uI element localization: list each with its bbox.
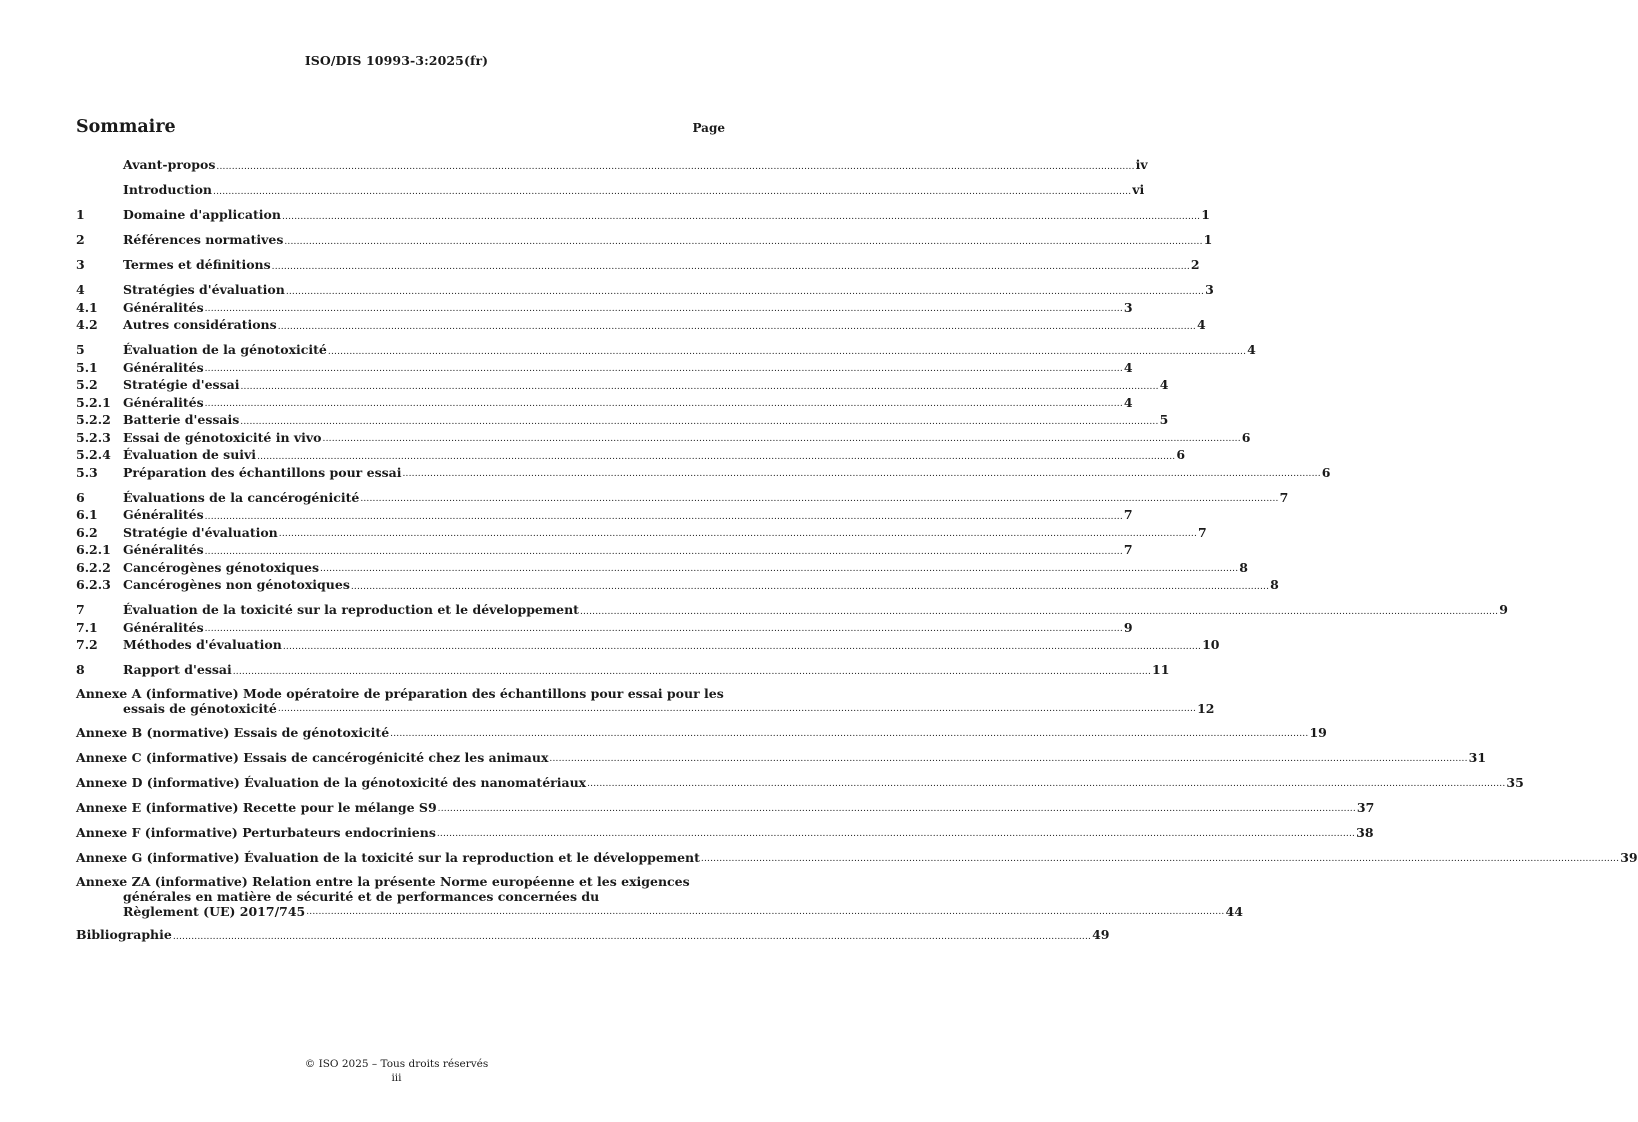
toc-entry-page: 31	[1468, 749, 1487, 765]
toc-entry-label: Généralités	[123, 394, 204, 410]
toc-entry-label: Évaluation de la toxicité sur la reproduction et le développement	[123, 602, 579, 617]
toc-entry-label: Annexe F (informative) Perturbateurs endocriniens	[76, 824, 436, 840]
toc-entry[interactable]	[76, 181, 1145, 199]
toc-entry-page: 4	[1123, 359, 1133, 375]
toc-entry-page: 3	[1205, 282, 1214, 297]
toc-entry-page: 6	[1321, 464, 1331, 480]
toc-main-entries	[76, 156, 1508, 679]
leader-dots: ............................................................................................................................................................................................................................................................................................................	[240, 416, 1159, 427]
page-number: iii	[391, 1072, 402, 1084]
toc-entry-page: 12	[1197, 701, 1215, 716]
toc-entry-number: 2	[76, 232, 85, 247]
toc-entry-annex[interactable]	[76, 799, 1375, 817]
toc-entry-number: 5.2.2	[76, 412, 111, 427]
toc-entry-label: Bibliographie	[76, 927, 172, 942]
leader-dots: ............................................................................................................................................................................................................................................................................................................	[320, 564, 1239, 574]
leader-dots: ............................................................................................................................................................................................................................................................................................................	[204, 364, 1123, 374]
toc-entry-page: 6	[1241, 429, 1251, 445]
page-footer	[0, 1057, 793, 1085]
toc-entry-label: Généralités	[123, 359, 204, 375]
toc-entry-label: Méthodes d'évaluation	[123, 637, 282, 652]
leader-dots: ............................................................................................................................................................................................................................................................................................................	[284, 236, 1203, 247]
toc-entry-number: 4.1	[76, 299, 98, 315]
toc-entry-page: 5	[1159, 412, 1169, 427]
toc-entry-label: Introduction	[123, 182, 213, 197]
toc-entry-label: Annexe D (informative) Évaluation de la génotoxicité des nanomatériaux	[76, 774, 587, 790]
toc-entry-label: essais de génotoxicité	[123, 701, 277, 716]
page-column-label: Page	[692, 121, 725, 135]
leader-dots: ............................................................................................................................................................................................................................................................................................................	[277, 321, 1196, 332]
toc-entry-label: Évaluation de suivi	[123, 447, 257, 462]
toc-entry-annex-za[interactable]	[76, 873, 1243, 919]
toc-entry-label: Annexe E (informative) Recette pour le mélange S9	[76, 799, 437, 815]
leader-dots: ............................................................................................................................................................................................................................................................................................................	[436, 829, 1356, 839]
toc-entry-label: Références normatives	[123, 232, 284, 247]
leader-dots: ............................................................................................................................................................................................................................................................................................................	[172, 931, 1092, 942]
leader-dots: ............................................................................................................................................................................................................................................................................................................	[285, 286, 1205, 297]
toc-entry-label: Généralités	[123, 542, 204, 557]
leader-dots: ............................................................................................................................................................................................................................................................................................................	[437, 804, 1356, 814]
toc-entry-number: 7.2	[76, 637, 98, 652]
toc-entry[interactable]	[76, 559, 1248, 577]
copyright-notice: © ISO 2025 – Tous droits réservés	[304, 1058, 489, 1070]
leader-dots: ............................................................................................................................................................................................................................................................................................................	[281, 211, 1201, 222]
toc-entry[interactable]	[76, 541, 1133, 559]
leader-dots: ............................................................................................................................................................................................................................................................................................................	[549, 754, 1468, 764]
toc-entry[interactable]	[76, 156, 1148, 174]
toc-entry-number: 6.2.3	[76, 577, 111, 592]
leader-dots: ............................................................................................................................................................................................................................................................................................................	[213, 186, 1132, 197]
leader-dots: ............................................................................................................................................................................................................................................................................................................	[278, 529, 1198, 539]
leader-dots: ............................................................................................................................................................................................................................................................................................................	[204, 304, 1123, 314]
toc-entry-label: Domaine d'application	[123, 207, 281, 222]
toc-entry-number: 5.2.3	[76, 429, 111, 445]
toc-entry-page: 39	[1620, 849, 1638, 865]
toc-entry-page: 9	[1123, 619, 1133, 635]
leader-dots: ............................................................................................................................................................................................................................................................................................................	[350, 581, 1270, 592]
leader-dots: ............................................................................................................................................................................................................................................................................................................	[257, 451, 1176, 462]
toc-entry[interactable]	[76, 256, 1200, 274]
toc-entry-page: 1	[1203, 232, 1213, 247]
toc-entry[interactable]	[76, 576, 1279, 594]
leader-dots: ............................................................................................................................................................................................................................................................................................................	[277, 704, 1197, 714]
toc-entry-label: Évaluation de la génotoxicité	[123, 342, 327, 357]
toc-entry-label: Annexe G (informative) Évaluation de la toxicité sur la reproduction et le développement	[76, 849, 700, 865]
toc-entry-number: 1	[76, 207, 85, 222]
toc-entry-page: 8	[1270, 577, 1279, 592]
toc-entry-label: Généralités	[123, 507, 204, 522]
toc-entry-page: 3	[1123, 299, 1133, 315]
toc-entry-page: 4	[1196, 317, 1206, 332]
toc-entry-page: 38	[1356, 824, 1374, 840]
toc-entry-label: Stratégies d'évaluation	[123, 282, 285, 297]
toc-entry-page: 7	[1123, 507, 1133, 522]
toc-entry-label: Stratégie d'évaluation	[123, 524, 278, 540]
toc-entry-page: 7	[1123, 542, 1133, 557]
toc-entry-number: 5.1	[76, 359, 98, 375]
toc-entry[interactable]	[76, 231, 1213, 249]
toc-entry-page: 19	[1309, 724, 1327, 740]
toc-entry-label: Stratégie d'essai	[123, 377, 240, 392]
toc-entry-number: 6.2	[76, 524, 98, 540]
toc-entry-bibliography[interactable]	[76, 926, 1110, 944]
toc-entry-page: 6	[1176, 447, 1186, 462]
toc-entry-number: 5.3	[76, 464, 98, 480]
toc-entry-label: Annexe B (normative) Essais de génotoxicité	[76, 724, 390, 740]
leader-dots: ............................................................................................................................................................................................................................................................................................................	[587, 779, 1506, 789]
toc-entry-annex[interactable]	[76, 724, 1327, 742]
toc-entry-number: 5	[76, 342, 85, 357]
toc-entry-label: Termes et définitions	[123, 257, 271, 272]
toc-entry[interactable]	[76, 376, 1169, 394]
toc-entry[interactable]	[76, 206, 1210, 224]
leader-dots: ............................................................................................................................................................................................................................................................................................................	[360, 494, 1279, 504]
toc-entry-page: 11	[1152, 662, 1170, 677]
toc-entry-number: 4.2	[76, 317, 98, 332]
leader-dots: ............................................................................................................................................................................................................................................................................................................	[204, 546, 1123, 557]
toc-entry-label: Batterie d'essais	[123, 412, 240, 427]
toc-entry-annex[interactable]	[76, 824, 1374, 842]
leader-dots: ............................................................................................................................................................................................................................................................................................................	[204, 624, 1123, 634]
toc-entry-page: 4	[1159, 377, 1169, 392]
toc-entry-number: 5.2.4	[76, 447, 111, 462]
toc-entry-label: Annexe A (informative) Mode opératoire de préparation des échantillons pour essai pour les	[76, 686, 724, 701]
toc-entry-label: Généralités	[123, 619, 204, 635]
toc-entry-page: 9	[1499, 602, 1508, 617]
leader-dots: ............................................................................................................................................................................................................................................................................................................	[306, 906, 1225, 917]
toc-entry[interactable]	[76, 464, 1331, 482]
toc-entry-page: 1	[1201, 207, 1210, 222]
toc-entry[interactable]	[76, 636, 1220, 654]
toc-entry[interactable]	[76, 446, 1186, 464]
toc-entry[interactable]	[76, 359, 1133, 377]
toc-entry[interactable]	[76, 316, 1206, 334]
leader-dots: ............................................................................................................................................................................................................................................................................................................	[390, 729, 1309, 739]
leader-dots: ............................................................................................................................................................................................................................................................................................................	[579, 606, 1499, 617]
toc-entry-number: 4	[76, 282, 85, 297]
toc-entry-number: 7	[76, 602, 85, 617]
toc-entry-label: Annexe ZA (informative) Relation entre la présente Norme européenne et les exigences	[76, 873, 690, 889]
toc-entry-annex[interactable]	[76, 849, 1638, 867]
toc-annex-entries	[76, 724, 1638, 867]
toc-entry[interactable]	[76, 524, 1207, 542]
toc-entry-label: Rapport d'essai	[123, 662, 232, 677]
document-header: ISO/DIS 10993-3:2025(fr)	[304, 53, 489, 68]
toc-entry-page: 37	[1356, 799, 1375, 815]
leader-dots: ............................................................................................................................................................................................................................................................................................................	[232, 666, 1152, 677]
toc-entry-page: 7	[1198, 524, 1207, 540]
toc-entry-label: Annexe C (informative) Essais de cancérogénicité chez les animaux	[76, 749, 549, 765]
toc-entry[interactable]	[76, 411, 1169, 429]
leader-dots: ............................................................................................................................................................................................................................................................................................................	[322, 434, 1241, 444]
toc-entry[interactable]	[76, 489, 1289, 507]
toc-entry-label: Essai de génotoxicité in vivo	[123, 429, 322, 445]
leader-dots: ............................................................................................................................................................................................................................................................................................................	[271, 261, 1190, 272]
toc-entry-annex[interactable]	[76, 774, 1524, 792]
toc-entry-page: 2	[1190, 257, 1200, 272]
toc-entry-page: 7	[1279, 489, 1289, 505]
toc-entry-number: 6	[76, 489, 85, 505]
toc-entry-number: 3	[76, 257, 85, 272]
toc-entry-number: 6.2.1	[76, 542, 111, 557]
table-of-contents	[76, 156, 1638, 944]
toc-entry-label: générales en matière de sécurité et de performances concernées du	[123, 888, 600, 904]
toc-entry[interactable]	[76, 429, 1251, 447]
toc-entry[interactable]	[76, 341, 1256, 359]
toc-entry-number: 7.1	[76, 619, 98, 635]
toc-entry-number: 5.2	[76, 377, 98, 392]
leader-dots: ............................................................................................................................................................................................................................................................................................................	[700, 854, 1620, 864]
toc-entry-page: 4	[1123, 394, 1133, 410]
toc-entry-page: 4	[1247, 342, 1256, 357]
toc-entry-page: 8	[1239, 559, 1248, 575]
leader-dots: ............................................................................................................................................................................................................................................................................................................	[216, 161, 1135, 172]
toc-entry-label: Généralités	[123, 299, 204, 315]
toc-entry[interactable]	[76, 661, 1170, 679]
toc-entry-number: 6.1	[76, 507, 98, 522]
leader-dots: ............................................................................................................................................................................................................................................................................................................	[204, 511, 1123, 522]
leader-dots: ............................................................................................................................................................................................................................................................................................................	[240, 381, 1159, 392]
toc-entry-page: iv	[1135, 157, 1148, 172]
toc-entry[interactable]	[76, 394, 1133, 412]
toc-entry-annex[interactable]	[76, 749, 1487, 767]
toc-entry-label: Autres considérations	[123, 317, 277, 332]
toc-entry-label: Avant-propos	[123, 157, 216, 172]
toc-entry-page: 44	[1225, 903, 1243, 919]
toc-entry[interactable]	[76, 619, 1133, 637]
toc-entry-label: Cancérogènes non génotoxiques	[123, 577, 350, 592]
leader-dots: ............................................................................................................................................................................................................................................................................................................	[282, 641, 1202, 652]
toc-entry[interactable]	[76, 299, 1133, 317]
leader-dots: ............................................................................................................................................................................................................................................................................................................	[402, 469, 1321, 479]
toc-entry-page: vi	[1132, 182, 1145, 197]
toc-entry-page: 49	[1092, 927, 1110, 942]
leader-dots: ............................................................................................................................................................................................................................................................................................................	[327, 346, 1247, 357]
toc-entry-number: 5.2.1	[76, 394, 111, 410]
toc-entry-annex-a[interactable]	[76, 686, 1215, 716]
toc-entry-label: Préparation des échantillons pour essai	[123, 464, 402, 480]
toc-entry-label: Cancérogènes génotoxiques	[123, 559, 319, 575]
toc-entry[interactable]	[76, 506, 1133, 524]
toc-entry-number: 6.2.2	[76, 559, 111, 575]
page-title: Sommaire	[76, 117, 176, 137]
toc-entry[interactable]	[76, 281, 1214, 299]
toc-entry-label: Évaluations de la cancérogénicité	[123, 489, 360, 505]
leader-dots: ............................................................................................................................................................................................................................................................................................................	[204, 399, 1123, 409]
toc-entry-number: 8	[76, 662, 85, 677]
toc-entry-page: 10	[1202, 637, 1220, 652]
toc-entry-label: Règlement (UE) 2017/745	[123, 903, 306, 919]
toc-entry-page: 35	[1506, 774, 1524, 790]
toc-entry[interactable]	[76, 601, 1508, 619]
